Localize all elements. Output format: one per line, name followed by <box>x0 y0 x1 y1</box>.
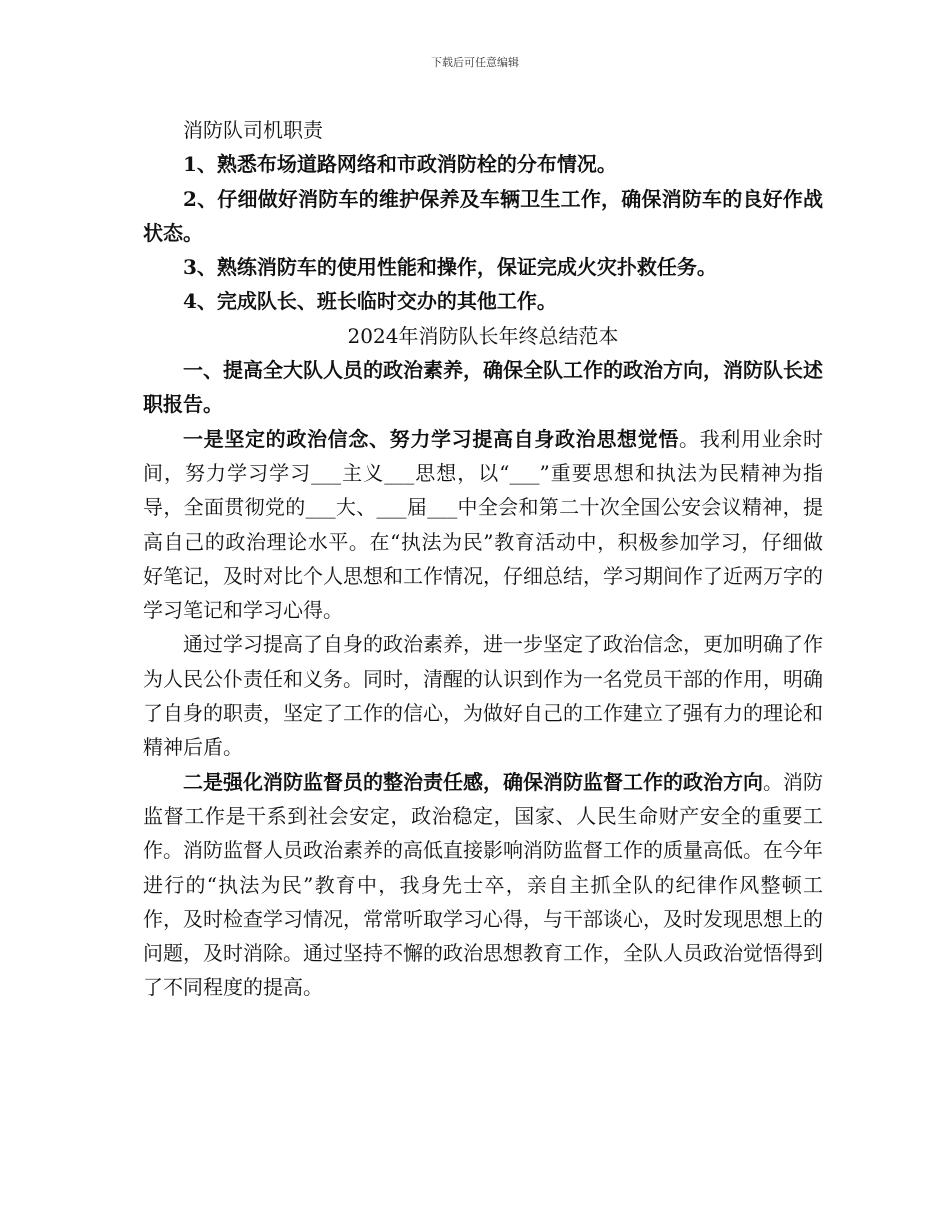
paragraph-political-belief-lead: 一是坚定的政治信念、努力学习提高自身政治思想觉悟 <box>183 426 679 451</box>
duty-item-1: 1、熟悉布场道路网络和市政消防栓的分布情况。 <box>183 152 617 177</box>
document-body <box>143 113 823 1005</box>
paragraph-supervision <box>143 765 823 1005</box>
page-header: 下载后可任意编辑 <box>431 56 519 69</box>
paragraph-supervision-text: 。消防监督工作是干系到社会安定，政治稳定，国家、人民生命财产安全的重要工作。消防监督人员政治素养的高低直接影响消防监督工作的质量高低。在今年进行的“执法为民”教育中，我身先士卒，亲自主抓全队的纪律作风整顿工作，及时检查学习情况，常常听取学习心得，与干部谈心，及时发现思想上的问题，及时消除。通过坚持不懈的政治思想教育工作，全队人员政治觉悟得到了不同程度的提高。 <box>143 769 823 1000</box>
duty-item-2: 2、仔细做好消防车的维护保养及车辆卫生工作，确保消防车的良好作战状态。 <box>143 186 823 245</box>
duty-item-4: 4、完成队长、班长临时交办的其他工作。 <box>183 289 557 314</box>
duty-item-3: 3、熟练消防车的使用性能和操作，保证完成火灾扑救任务。 <box>183 255 717 280</box>
section-title-driver-duties: 消防队司机职责 <box>183 118 323 142</box>
paragraph-political-belief <box>143 422 823 628</box>
paragraph-supervision-lead: 二是强化消防监督员的整治责任感，确保消防监督工作的政治方向 <box>183 769 763 794</box>
summary-title: 2024年消防队长年终总结范本 <box>347 323 619 348</box>
paragraph-study-results: 通过学习提高了自身的政治素养，进一步坚定了政治信念，更加明确了作为人民公仆责任和义务。同时，清醒的认识到作为一名党员干部的作用，明确了自身的职责，坚定了工作的信心，为做好自己的工作建立了强有力的理论和精神后盾。 <box>143 632 823 760</box>
paragraph-political-belief-text: 。我利用业余时间，努力学习学习___主义___思想，以“___”重要思想和执法为民精神为指导，全面贯彻党的___大、___届___中全会和第二十次全国公安会议精神，提高自己的政治理论水平。在“执法为民”教育活动中，积极参加学习，仔细做好笔记，及时对比个人思想和工作情况，仔细总结，学习期间作了近两万字的学习笔记和学习心得。 <box>143 426 824 623</box>
heading-section-one: 一、提高全大队人员的政治素养，确保全队工作的政治方向，消防队长述职报告。 <box>143 358 823 417</box>
